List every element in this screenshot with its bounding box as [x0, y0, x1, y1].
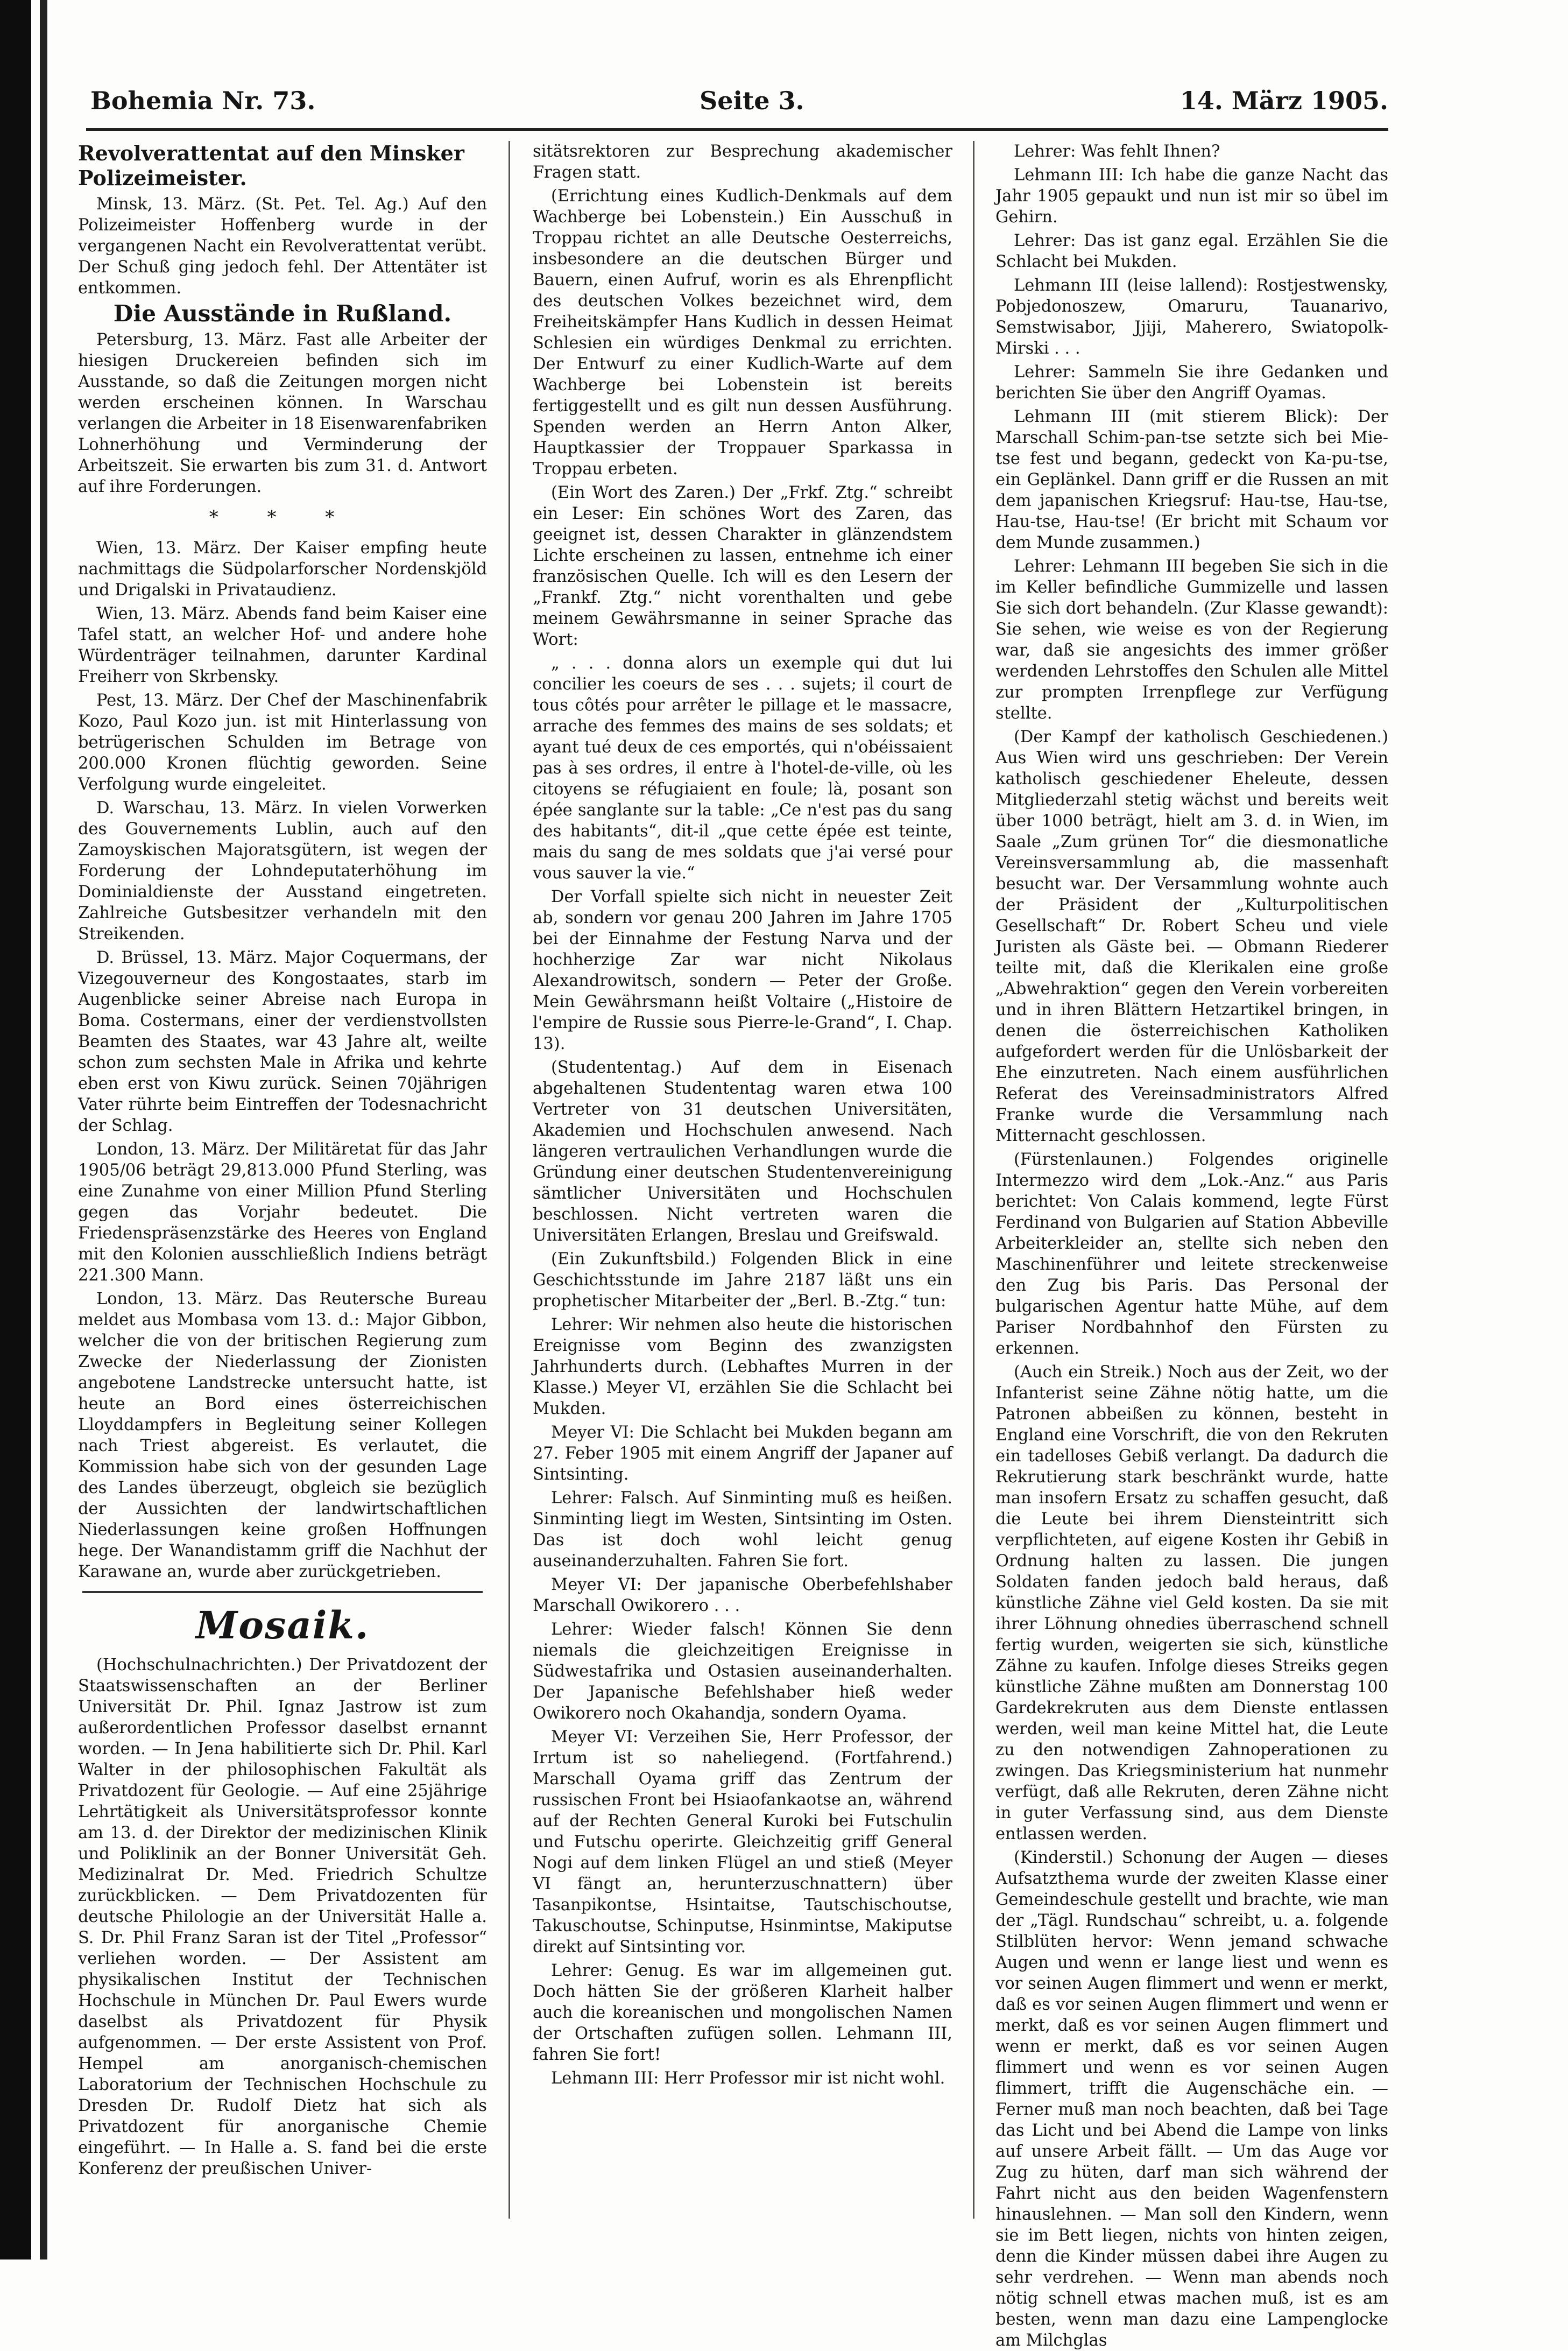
- dialogue-line: Lehmann III (leise lallend): Rostjestwensky, Pobjedonoszew, Omaruru, Tauanarivo, Semstwisabor, Jjiji, Maherero, Swiatopolk-Mirski . . .: [995, 276, 1388, 358]
- news-item-continuation: sitätsrektoren zur Besprechung akademischer Fragen statt.: [533, 142, 952, 182]
- dialogue-line: Meyer VI: Der japanische Oberbefehlshaber Marschall Owikorero . . .: [533, 1575, 952, 1615]
- news-item: (Studententag.) Auf dem in Eisenach abgehaltenen Studententag waren etwa 100 Vertreter von 31 deutschen Universitäten, Akademien und Hochschulen anwesend. Nach längeren vertraulichen Verhandlungen wurde die Gründung einer deutschen Studentenvereinigung sämtlicher Universitäten und Hochschulen beschlossen. Nicht vertreten waren die Universitäten Erlangen, Breslau und Greifswald.: [533, 1058, 952, 1245]
- binding-rule: [40, 0, 47, 2260]
- dialogue-line: Lehrer: Wieder falsch! Können Sie denn niemals die gleichzeitigen Ereignisse in Südwestafrika und Ostasien auseinanderhalten. Der Japanische Befehlshaber hieß weder Owikorero noch Okahandja, sondern Oyama.: [533, 1620, 952, 1723]
- section-rule: [82, 1591, 483, 1593]
- dialogue-line: Lehrer: Was fehlt Ihnen?: [1014, 142, 1220, 161]
- column-1: [78, 141, 487, 2219]
- news-item: D. Warschau, 13. März. In vielen Vorwerken des Gouvernements Lublin, auch auf den Zamoyskischen Majoratsgütern, ist wegen der Forderung der Lohndeputaterhöhung im Dominialdienste der Ausstand eingetreten. Zahlreiche Gutsbesitzer verhandeln mit den Streikenden.: [78, 799, 487, 944]
- news-item: Wien, 13. März. Der Kaiser empfing heute nachmittags die Südpolarforscher Nordenskjöld und Drigalski in Privataudienz.: [78, 539, 487, 600]
- dialogue-line: Lehrer: Das ist ganz egal. Erzählen Sie die Schlacht bei Mukden.: [995, 231, 1388, 271]
- news-item: (Der Kampf der katholisch Geschiedenen.) Aus Wien wird uns geschrieben: Der Verein katholisch geschiedener Eheleute, dessen Mitgliederzahl stetig wächst und bereits weit über 1000 beträgt, hielt am 3. d. in Wien, im Saale „Zum grünen Tor“ die diesmonatliche Vereinsversammlung ab, die massenhaft besucht war. Der Versammlung wohnte auch der Präsident der „Kulturpolitischen Gesellschaft“ Dr. Robert Scheu und viele Juristen als Gäste bei. — Obmann Riederer teilte mit, daß die Klerikalen eine große „Abwehraktion“ gegen den Verein vorbereiten und in ihren Blättern Hetzartikel bringen, in denen die österreichischen Katholiken aufgefordert werden für die Unlösbarkeit der Ehe einzutreten. Nach einem ausführlichen Referat des Vereinsadministrators Alfred Franke wurde die Versammlung nach Mitternacht geschlossen.: [995, 728, 1388, 1145]
- column-3: [995, 141, 1388, 2350]
- news-item: (Hochschulnachrichten.) Der Privatdozent der Staatswissenschaften an der Berliner Universität Dr. Phil. Ignaz Jastrow ist zum außerordentlichen Professor daselbst ernannt worden. — In Jena habilitierte sich Dr. Phil. Karl Walter in der philosophischen Fakultät als Privatdozent für Geologie. — Auf eine 25jährige Lehrtätigkeit als Universitätsprofessor konnte am 13. d. der Direktor der medizinischen Klinik und Poliklinik an der Bonner Universität Geh. Medizinalrat Dr. Med. Friedrich Schultze zurückblicken. — Dem Privatdozenten für deutsche Philologie an der Universität Halle a. S. Dr. Phil Franz Saran ist der Titel „Professor“ verliehen worden. — Der Assistent am physikalischen Institut der Technischen Hochschule in München Dr. Paul Ewers wurde daselbst als Privatdozent für Physik aufgenommen. — Der erste Assistent von Prof. Hempel am anorganisch-chemischen Laboratorium der Technischen Hochschule zu Dresden Dr. Rudolf Dietz hat sich als Privatdozent für anorganische Chemie eingeführt. — In Halle a. S. fand bei die erste Konferenz der preußischen Univer-: [78, 1656, 487, 2178]
- newspaper-issue: Bohemia Nr. 73.: [90, 86, 316, 115]
- article-paragraph: Minsk, 13. März. (St. Pet. Tel. Ag.) Auf den Polizeimeister Hoffenberg wurde in der vergangenen Nacht ein Revolverattentat verübt. Der Schuß ging jedoch fehl. Der Attentäter ist entkommen.: [78, 195, 487, 298]
- section-title: Mosaik.: [195, 1603, 370, 1648]
- news-item: (Ein Zukunftsbild.) Folgenden Blick in eine Geschichtsstunde im Jahre 2187 läßt uns ein prophetischer Mitarbeiter der „Berl. B.-Ztg.“ tun:: [533, 1250, 952, 1311]
- header-rule: [86, 128, 1388, 131]
- news-item: Wien, 13. März. Abends fand beim Kaiser eine Tafel statt, an welcher Hof- und andere hohe Würdenträger teilnahmen, darunter Kardinal Freiherr von Skrbensky.: [78, 604, 487, 686]
- news-item: Pest, 13. März. Der Chef der Maschinenfabrik Kozo, Paul Kozo jun. ist mit Hinterlassung von betrügerischen Schulden im Betrage von 200.000 Kronen flüchtig geworden. Seine Verfolgung wurde eingeleitet.: [78, 691, 487, 794]
- news-item: (Errichtung eines Kudlich-Denkmals auf dem Wachberge bei Lobenstein.) Ein Ausschuß in Troppau richtet an alle Deutsche Oesterreichs, insbesondere an die deutschen Bürger und Bauern, einen Aufruf, worin es als Ehrenpflicht des deutschen Volkes bezeichnet wird, dem Freiheitskämpfer Hans Kudlich in dessen Heimat Schlesien ein würdiges Denkmal zu errichten. Der Entwurf zu einer Kudlich-Warte auf dem Wachberge bei Lobenstein ist bereits fertiggestellt und es gilt nun dessen Ausführung. Spenden werden an Herrn Anton Alker, Hauptkassier der Troppauer Sparkassa in Troppau erbeten.: [533, 187, 952, 478]
- dialogue-line: Lehmann III (mit stierem Blick): Der Marschall Schim-pan-tse setzte sich bei Mie-tse fest und begann, gedeckt von Ka-pu-tse, ein Geplänkel. Dann griff er die Russen an mit dem japanischen Kriegsruf: Hau-tse, Hau-tse, Hau-tse, Hau-tse! (Er bricht mit Schaum vor dem Munde zusammen.): [995, 407, 1388, 552]
- news-item: London, 13. März. Das Reutersche Bureau meldet aus Mombasa vom 13. d.: Major Gibbon, welcher die von der britischen Regierung zum Zwecke der Niederlassung der Zionisten angebotene Landstrecke untersucht hatte, ist heute an Bord eines österreichischen Lloyddampfers in Begleitung seiner Kollegen nach Triest abgereist. Es verlautet, die Kommission habe sich von der gesunden Lage des Landes überzeugt, obgleich sie bezüglich der Aussichten der landwirtschaftlichen Niederlassungen keine großen Hoffnungen hege. Der Wanandistamm griff die Nachhut der Karawane an, wurde aber zurückgetrieben.: [78, 1290, 487, 1581]
- news-item: (Kinderstil.) Schonung der Augen — dieses Aufsatzthema wurde der zweiten Klasse einer Gemeindeschule gestellt und brachte, wie man der „Tägl. Rundschau“ schreibt, u. a. folgende Stilblüten hervor: Wenn jemand schwache Augen und wenn er lange liest und wenn es vor seinen Augen flimmert und wenn er merkt, daß es vor seinen Augen flimmert und wenn er merkt, daß es vor seinen Augen flimmert und wenn er merkt, daß es vor seinen Augen flimmert und wenn es vor seinen Augen flimmert, trifft die Augenschäche ein. — Ferner muß man noch beachten, daß bei Tage das Licht und bei Abend die Lampe von links auf unsere Arbeit fällt. — Um das Auge vor Zug zu hüten, darf man sich während der Fahrt nicht aus den beiden Wagenfenstern hinauslehnen. — Man soll den Kindern, wenn sie im Bett liegen, nichts von hinten zeigen, denn die Kinder müssen dabei ihre Augen zu sehr verdrehen. — Wenn man abends noch nötig schnell etwas machen muß, ist es am besten, wenn man dazu eine Lampenglocke am Milchglas: [995, 1848, 1388, 2350]
- dialogue-line: Lehrer: Wir nehmen also heute die historischen Ereignisse vom Beginn des zwanzigsten Jahrhunderts durch. (Lebhaftes Murren in der Klasse.) Meyer VI, erzählen Sie die Schlacht bei Mukden.: [533, 1315, 952, 1418]
- dialogue-line: Lehrer: Sammeln Sie ihre Gedanken und berichten Sie über den Angriff Oyamas.: [995, 363, 1388, 403]
- news-item: (Ein Wort des Zaren.) Der „Frkf. Ztg.“ schreibt ein Leser: Ein schönes Wort des Zaren, das geeignet ist, dessen Charakter in glänzendstem Lichte erscheinen zu lassen, entnehme ich einer französischen Quelle. Ich will es den Lesern der „Frankf. Ztg.“ nicht vorenthalten und gebe meinem Gewährsmanne in seiner Sprache das Wort:: [533, 483, 952, 649]
- column-divider: [508, 141, 510, 2219]
- dialogue-line: Lehrer: Genug. Es war im allgemeinen gut. Doch hätten Sie der größeren Klarheit halber auch die koreanischen und mongolischen Namen der Ortschaften zufügen sollen. Lehmann III, fahren Sie fort!: [533, 1961, 952, 2064]
- news-item: (Auch ein Streik.) Noch aus der Zeit, wo der Infanterist seine Zähne nötig hatte, um die Patronen abbeißen zu können, besteht in England eine Vorschrift, die von den Rekruten ein tadelloses Gebiß verlangt. Da dadurch die Rekrutierung stark beschränkt wurde, hatte man insofern Ersatz zu schaffen gesucht, daß die Leute bei ihrem Diensteintritt sich verpflichteten, auf eigene Kosten ihr Gebiß in Ordnung halten zu lassen. Die jungen Soldaten fanden jedoch bald heraus, daß künstliche Zähne viel Geld kosten. Da sie mit ihrer Löhnung ohnedies überraschend schnell fertig wurden, weigerten sie sich, künstliche Zähne zu kaufen. Infolge dieses Streiks gegen künstliche Zähne mußten am Donnerstag 100 Gardekrekruten aus dem Dienste entlassen werden, weil man keine Mittel hat, die Leute zu den notwendigen Zahnoperationen zu zwingen. Das Kriegsministerium hat nunmehr verfügt, daß alle Rekruten, deren Zähne nicht in guter Verfassung sind, aus dem Dienste entlassen werden.: [995, 1363, 1388, 1843]
- page-header: [86, 81, 1388, 118]
- scan-left-margin: [0, 0, 31, 2260]
- news-item: Der Vorfall spielte sich nicht in neuester Zeit ab, sondern vor genau 200 Jahren im Jahre 1705 bei der Einnahme der Festung Narva und der hochherzige Zar war nicht Nikolaus Alexandrowitsch, sondern — Peter der Große. Mein Gewährsmann heißt Voltaire („Histoire de l'empire de Russie sous Pierre-le-Grand“, I. Chap. 13).: [533, 888, 952, 1053]
- dialogue-line: Meyer VI: Die Schlacht bei Mukden begann am 27. Feber 1905 mit einem Angriff der Japaner auf Sintsinting.: [533, 1423, 952, 1484]
- dialogue-line: Lehmann III: Ich habe die ganze Nacht das Jahr 1905 gepaukt und nun ist mir so übel im Gehirn.: [995, 166, 1388, 227]
- news-item: D. Brüssel, 13. März. Major Coquermans, der Vizegouverneur des Kongostaates, starb im Augenblicke seiner Abreise nach Europa in Boma. Costermans, einer der verdienstvollsten Beamten des Staates, war 43 Jahre alt, weilte schon zum sechsten Male in Afrika und kehrte eben erst von Kiwu zurück. Seinen 70jährigen Vater rührte beim Eintreffen der Todesnachricht der Schlag.: [78, 948, 487, 1135]
- french-quotation: „ . . . donna alors un exemple qui dut lui concilier les coeurs de ses . . . sujets; il court de tous côtés pour arrêter le pillage et le massacre, arrache des femmes des mains de ses soldats; et ayant tué deux de ces emportés, qui n'obéissaient pas à ses ordres, il entre à l'hotel-de-ville, où les citoyens se réfugiaient en foule; là, posant son épée sanglante sur la table: „Ce n'est pas du sang des habitants“, dit-il „que cette épée est teinte, mais du sang de mes soldats que j'ai versé pour vous sauver la vie.“: [533, 654, 952, 883]
- article-paragraph: Petersburg, 13. März. Fast alle Arbeiter der hiesigen Druckereien befinden sich im Ausstande, so daß die Zeitungen morgen nicht werden erscheinen können. In Warschau verlangen die Arbeiter in 18 Eisenwarenfabriken Lohnerhöhung und Verminderung der Arbeitszeit. Sie erwarten bis zum 31. d. Antwort auf ihre Forderungen.: [78, 330, 487, 496]
- column-2: [533, 141, 952, 2219]
- page-number: Seite 3.: [700, 86, 804, 115]
- section-separator-stars: * * *: [209, 506, 356, 528]
- dialogue-line: Lehmann III: Herr Professor mir ist nicht wohl.: [551, 2069, 945, 2088]
- news-item: London, 13. März. Der Militäretat für das Jahr 1905/06 beträgt 29,813.000 Pfund Sterling, was eine Zunahme von einer Million Pfund Sterling gegen das Vorjahr bedeutet. Die Friedenspräsenzstärke des Heeres von England mit den Kolonien ausschließlich Indiens beträgt 221.300 Mann.: [78, 1140, 487, 1285]
- news-item: (Fürstenlaunen.) Folgendes originelle Intermezzo wird dem „Lok.-Anz.“ aus Paris berichtet: Von Calais kommend, legte Fürst Ferdinand von Bulgarien auf Station Abbeville Arbeiterkleider an, stellte sich neben den Maschinenführer und leitete streckenweise den Zug bis Paris. Das Personal der bulgarischen Agentur hatte Mühe, auf dem Pariser Nordbahnhof den Fürsten zu erkennen.: [995, 1150, 1388, 1358]
- dialogue-line: Lehrer: Lehmann III begeben Sie sich in die im Keller befindliche Gummizelle und lassen Sie sich dort behandeln. (Zur Klasse gewandt): Sie sehen, wie weise es von der Regierung war, daß sie angesichts des immer größer werdenden Lehrstoffes den Schulen alle Mittel zur prompten Irrenpflege zur Verfügung stellte.: [995, 557, 1388, 723]
- article-title: Revolverattentat auf den Minsker Polizeimeister.: [78, 141, 464, 190]
- issue-date: 14. März 1905.: [1179, 86, 1388, 115]
- article-title: Die Ausstände in Rußland.: [113, 300, 452, 327]
- column-divider: [973, 141, 974, 2219]
- dialogue-line: Lehrer: Falsch. Auf Sinminting muß es heißen. Sinminting liegt im Westen, Sintsinting im Osten. Das ist doch wohl leicht genug auseinanderzuhalten. Fahren Sie fort.: [533, 1489, 952, 1571]
- dialogue-line: Meyer VI: Verzeihen Sie, Herr Professor, der Irrtum ist so naheliegend. (Fortfahrend.) Marschall Oyama griff das Zentrum der russischen Front bei Hsiaofankaotse an, während auf der Rechten General Kuroki bei Futschulin und Futschu operirte. Gleichzeitig griff General Nogi auf dem linken Flügel an und stieß (Meyer VI fängt an, herunterzuschnattern) über Tasanpikontse, Hsintaitse, Tautschischoutse, Takuschoutse, Schinputse, Hsinmintse, Makiputse direkt auf Sintsinting vor.: [533, 1728, 952, 1956]
